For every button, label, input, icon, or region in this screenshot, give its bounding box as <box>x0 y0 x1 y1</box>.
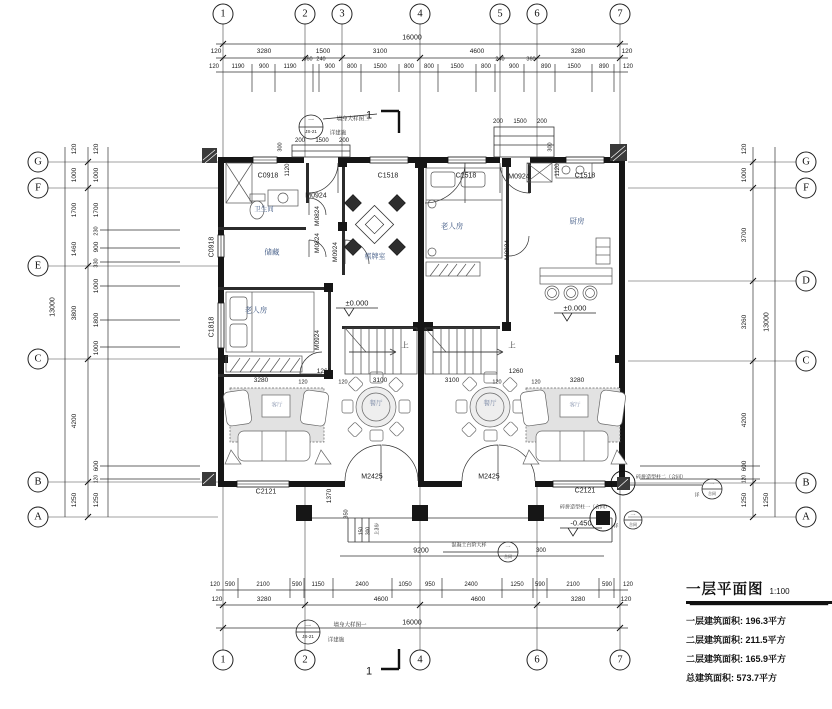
grid-bubble-top-7: 7 <box>610 4 631 25</box>
dim-right-label: 600 <box>740 460 748 472</box>
opening-label: M0924 <box>503 240 511 260</box>
dim-left-label: 1250 <box>92 492 100 508</box>
room-label: 厨房 <box>569 216 585 226</box>
dim-inner-label: 3100 <box>444 376 460 384</box>
dim-inner-label: 200 <box>294 138 306 144</box>
dim-bottom-label: 590 <box>291 582 303 588</box>
grid-bubble-left-E: E <box>28 256 49 277</box>
dim-inner-label: 3280 <box>569 376 585 384</box>
dim-top-label: 900 <box>324 64 336 70</box>
dim-top-label: 800 <box>480 64 492 70</box>
dim-top-label: 1190 <box>231 64 245 70</box>
annotation-label: 合同 <box>504 554 512 559</box>
dim-inner-label: 350 <box>343 509 350 519</box>
grid-bubble-bottom-1: 1 <box>213 650 234 671</box>
dim-bottom-label: 2400 <box>464 582 478 588</box>
dim-bottom-label: 3280 <box>570 595 586 603</box>
grid-bubble-right-G: G <box>796 152 817 173</box>
area-line-4: 总建筑面积: 573.7平方 <box>686 673 778 683</box>
living-left <box>223 388 331 464</box>
dim-inner-label: 1370 <box>325 488 333 504</box>
dim-bottom-label: 950 <box>424 582 436 588</box>
dim-inner-label: 1120 <box>285 163 291 177</box>
dim-inner-label: 3280 <box>253 376 269 384</box>
living-right <box>520 388 627 464</box>
dim-top-label: 120 <box>210 47 222 55</box>
room-label: 客厅 <box>569 402 581 409</box>
dim-top-label: 240 <box>495 56 505 63</box>
dim-top-label: 16000 <box>402 34 422 42</box>
dim-top-label: 800 <box>346 64 358 70</box>
section-mark-1-top: 1 <box>365 109 373 122</box>
dim-inner-label: 1120 <box>555 163 561 177</box>
dim-right-label: 1000 <box>740 167 748 183</box>
dim-bottom-label: 2100 <box>566 582 580 588</box>
annotation-label: 详建施 <box>329 130 347 137</box>
dim-inner-label: 上3步 <box>374 522 381 536</box>
dim-inner-label: 200 <box>492 119 504 125</box>
kitchen-fixtures <box>527 163 612 300</box>
title-block <box>686 578 832 690</box>
dim-left-label: 1700 <box>92 202 100 218</box>
dim-bottom-label: 1050 <box>398 582 412 588</box>
dim-inner-label: 3100 <box>372 376 388 384</box>
dim-inner-label: 200 <box>536 119 548 125</box>
dim-inner-label: 1500 <box>513 119 527 125</box>
dim-right-label: 1250 <box>762 492 770 508</box>
dim-left-label: 1000 <box>70 167 78 183</box>
dim-top-label: 800 <box>423 64 435 70</box>
annotation-label: 合同 <box>708 491 716 496</box>
dim-right-label: 1250 <box>740 492 748 508</box>
bed-right <box>426 168 502 276</box>
area-line-1: 一层建筑面积: 196.3平方 <box>686 616 787 626</box>
bed-left <box>226 292 314 372</box>
opening-label: M0924 <box>313 330 321 350</box>
grid-bubble-top-3: 3 <box>332 4 353 25</box>
grid-bubble-right-D: D <box>796 271 817 292</box>
dim-inner-label: 1260 <box>316 367 332 375</box>
dim-bottom-label: 120 <box>620 595 632 603</box>
dim-left-label: 13000 <box>49 297 57 317</box>
opening-label: C0918 <box>257 172 279 180</box>
dim-top-label: 120 <box>208 64 220 70</box>
grid-bubble-left-C: C <box>28 349 49 370</box>
annotation-label: 碎拼造型柱二（合同） <box>635 474 687 481</box>
opening-label: C0918 <box>208 236 216 258</box>
room-label: 老人房 <box>244 305 268 315</box>
annotation-label: 详建施 <box>327 637 345 644</box>
dim-top-label: 1500 <box>373 64 387 70</box>
opening-label: M0824 <box>313 206 321 226</box>
grid-bubble-left-B: B <box>28 472 49 493</box>
grid-bubble-top-6: 6 <box>527 4 548 25</box>
dim-top-label: 900 <box>508 64 520 70</box>
dim-bottom-label: 9200 <box>413 547 429 555</box>
level-label: ±0.000 <box>345 298 369 308</box>
dim-left-label: 900 <box>92 241 100 253</box>
dim-right-label: 4200 <box>740 412 748 428</box>
room-label: 卫生间 <box>254 205 274 213</box>
dim-left-label: 600 <box>92 460 100 472</box>
dim-bottom-label: 120 <box>209 582 221 588</box>
opening-label: M2425 <box>361 473 383 481</box>
dim-left-label: 120 <box>92 143 100 155</box>
dim-right-label: 120 <box>740 143 748 155</box>
level-label: -0.450 <box>570 518 592 528</box>
section-mark-1-bottom: 1 <box>365 665 373 678</box>
dim-top-label: 1500 <box>450 64 464 70</box>
opening-label: C2121 <box>574 487 596 495</box>
dim-right-label: 3700 <box>740 227 748 243</box>
dim-left-label: 120 <box>70 143 78 155</box>
dim-bottom-label: 16000 <box>402 619 422 627</box>
grid-bubble-bottom-4: 4 <box>410 650 431 671</box>
level-label: ±0.000 <box>563 303 587 313</box>
dim-right-label: 13000 <box>763 312 771 332</box>
annotation-label: 混凝土台阶大样 <box>451 542 487 549</box>
dim-bottom-label: 2400 <box>355 582 369 588</box>
grid-bubble-top-1: 1 <box>213 4 234 25</box>
dim-bottom-label: 3280 <box>256 595 272 603</box>
dim-right-label: 3260 <box>740 314 748 330</box>
dim-left-label: 1700 <box>70 202 78 218</box>
annotation-label: 一 <box>630 512 636 519</box>
room-label: 棋牌室 <box>364 253 386 261</box>
dim-top-label: 890 <box>540 64 552 70</box>
annotation-label: 一 <box>304 624 312 630</box>
stair-label: 上 <box>508 340 516 350</box>
mahjong-table <box>345 195 406 256</box>
dim-bottom-label: 300 <box>535 548 547 554</box>
dim-inner-label: 120 <box>492 379 502 386</box>
drawing-scale: 1:100 <box>769 587 790 596</box>
dim-left-label: 1800 <box>92 312 100 328</box>
dim-top-label: 3280 <box>256 47 272 55</box>
dim-top-label: 4600 <box>469 47 485 55</box>
dim-left-label: 4200 <box>70 413 78 429</box>
grid-bubble-left-G: G <box>28 152 49 173</box>
stair-right <box>425 328 503 374</box>
annotation-label: 详 <box>613 523 619 530</box>
grid-bubble-top-5: 5 <box>490 4 511 25</box>
opening-label: M0924 <box>508 173 530 181</box>
annotation-label: 一 <box>307 118 315 124</box>
annotation-label: 墙身大样图一 <box>333 622 367 629</box>
grid-bubble-left-A: A <box>28 507 49 528</box>
dim-left-label: 1000 <box>92 340 100 356</box>
dim-left-label: 1460 <box>70 241 78 257</box>
stair-label: 上 <box>401 340 409 350</box>
dim-top-label: 900 <box>258 64 270 70</box>
annotation-label: 详 <box>694 492 700 499</box>
dim-inner-label: 120 <box>298 379 308 386</box>
dim-top-label: 1190 <box>283 64 297 70</box>
dim-bottom-label: 590 <box>224 582 236 588</box>
stair-left <box>345 328 417 374</box>
grid-bubble-top-2: 2 <box>295 4 316 25</box>
dim-bottom-label: 590 <box>601 582 613 588</box>
dim-left-label: 1250 <box>70 492 78 508</box>
opening-label: M0824 <box>313 233 321 253</box>
dim-top-label: 800 <box>403 64 415 70</box>
grid-bubble-top-4: 4 <box>410 4 431 25</box>
dim-top-label: 360 <box>303 56 313 63</box>
area-line-3: 二层建筑面积: 165.9平方 <box>686 654 787 664</box>
dim-inner-label: 300 <box>277 142 284 152</box>
annotation-label: JS-21 <box>302 633 314 639</box>
room-label: 餐厅 <box>369 399 383 407</box>
dim-bottom-label: 120 <box>622 582 634 588</box>
dim-inner-label: 120 <box>338 379 348 386</box>
dim-inner-label: 1500 <box>315 138 329 144</box>
dim-bottom-label: 1250 <box>510 582 524 588</box>
grid-bubble-right-A: A <box>796 507 817 528</box>
grid-bubble-bottom-6: 6 <box>527 650 548 671</box>
dim-top-label: 240 <box>316 56 326 63</box>
opening-label: C1518 <box>377 172 399 180</box>
grid-bubble-right-B: B <box>796 473 817 494</box>
opening-label: C1518 <box>574 172 596 180</box>
dim-left-label: 330 <box>93 258 100 268</box>
annotation-label: 碎拼造型柱一（合同） <box>559 504 611 511</box>
grid-bubble-right-F: F <box>796 178 817 199</box>
dim-inner-label: 300 <box>365 526 372 536</box>
dim-inner-label: 150 <box>358 526 365 536</box>
room-label: 客厅 <box>271 402 283 409</box>
dim-left-label: 230 <box>93 226 100 236</box>
opening-label: M0924 <box>331 242 339 262</box>
opening-label: C1818 <box>208 316 216 338</box>
dim-top-label: 3100 <box>372 47 388 55</box>
dim-left-label: 3800 <box>70 305 78 321</box>
dim-left-label: 120 <box>93 474 100 484</box>
opening-label: C1518 <box>455 172 477 180</box>
dim-top-label: 360 <box>526 56 536 63</box>
annotation-label: 墙身大样图二 <box>336 116 370 123</box>
dim-top-label: 120 <box>621 47 633 55</box>
opening-label: M0924 <box>305 192 327 200</box>
grid-bubble-right-C: C <box>796 351 817 372</box>
grid-bubble-bottom-2: 2 <box>295 650 316 671</box>
dim-top-label: 1500 <box>315 47 331 55</box>
drawing-title: 一层平面图 <box>686 582 764 598</box>
dim-left-label: 1000 <box>92 278 100 294</box>
room-label: 餐厅 <box>483 399 497 407</box>
dim-bottom-label: 1150 <box>311 582 325 588</box>
dim-right-label: 120 <box>741 474 748 484</box>
dim-inner-label: 300 <box>547 142 554 152</box>
dim-top-label: 890 <box>598 64 610 70</box>
dim-inner-label: 1260 <box>508 367 524 375</box>
dim-bottom-label: 4600 <box>373 595 389 603</box>
dim-bottom-label: 2100 <box>256 582 270 588</box>
dim-top-label: 120 <box>622 64 634 70</box>
dim-top-label: 1500 <box>567 64 581 70</box>
dim-bottom-label: 120 <box>211 595 223 603</box>
dim-left-label: 1000 <box>92 167 100 183</box>
opening-label: M2425 <box>478 473 500 481</box>
grid-bubble-bottom-7: 7 <box>610 650 631 671</box>
room-label: 储藏 <box>264 247 280 257</box>
annotation-label: JS-21 <box>305 128 317 134</box>
dim-top-label: 3280 <box>570 47 586 55</box>
room-label: 老人房 <box>440 221 464 231</box>
opening-label: C2121 <box>255 488 277 496</box>
dim-inner-label: 120 <box>531 379 541 386</box>
dim-inner-label: 200 <box>338 138 350 144</box>
dim-bottom-label: 590 <box>534 582 546 588</box>
grid-bubble-left-F: F <box>28 178 49 199</box>
area-line-2: 二层建筑面积: 211.5平方 <box>686 635 786 645</box>
annotation-label: 合同 <box>629 522 637 527</box>
annotation-label: 一 <box>709 481 715 488</box>
dim-bottom-label: 4600 <box>470 595 486 603</box>
annotation-label: 一 <box>505 544 511 551</box>
